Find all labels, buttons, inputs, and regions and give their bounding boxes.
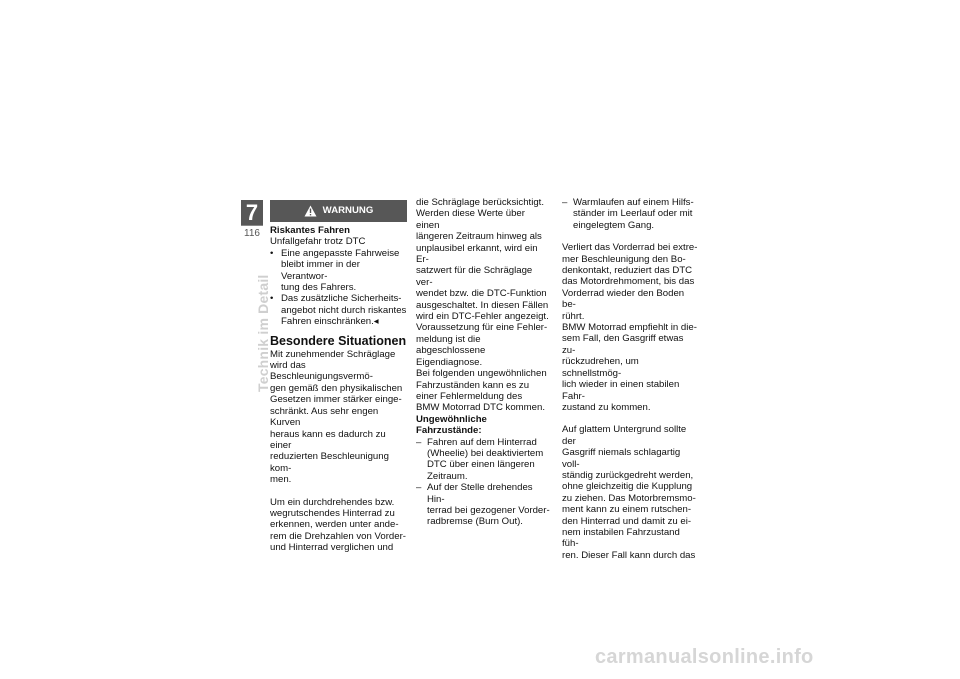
- text-line: satzwert für die Schräglage ver-: [416, 265, 533, 288]
- text-line: längeren Zeitraum hinweg als: [416, 231, 542, 243]
- text-line: erkennen, werden unter ande-: [270, 519, 399, 531]
- text-line: radbremse (Burn Out).: [427, 516, 523, 528]
- text-line: Zeitraum.: [427, 470, 468, 482]
- text-line: gen gemäß den physikalischen: [270, 382, 403, 394]
- page-number: 116: [244, 228, 260, 239]
- text-line: das Motordrehmoment, bis das: [562, 276, 695, 288]
- column-2: [416, 197, 551, 528]
- text-line: Fahren auf dem Hinterrad: [427, 436, 537, 448]
- text-line: Eigendiagnose.: [416, 356, 483, 368]
- text-line: terrad bei gezogener Vorder-: [427, 504, 550, 516]
- warning-subtitle: Unfallgefahr trotz DTC: [270, 236, 366, 248]
- text-line: BMW Motorrad DTC kommen.: [416, 402, 546, 414]
- warning-title: Riskantes Fahren: [270, 225, 350, 236]
- chapter-number-block: [241, 200, 263, 225]
- text-line: ausgeschaltet. In diesen Fällen: [416, 299, 549, 311]
- text-line: (Wheelie) bei deaktiviertem: [427, 447, 544, 459]
- text-line: den Hinterrad und damit zu ei-: [562, 515, 692, 527]
- text-line: rückzudrehen, um schnellstmög-: [562, 356, 639, 379]
- dash-marker: –: [562, 197, 568, 208]
- text-line: Auf der Stelle drehendes Hin-: [427, 482, 533, 505]
- watermark: carmanualsonline.info: [595, 646, 814, 668]
- paragraph: [562, 424, 698, 561]
- text-line: DTC über einen längeren: [427, 459, 535, 471]
- text-line: Um ein durchdrehendes bzw.: [270, 496, 395, 508]
- text-line: Bei folgenden ungewöhnlichen: [416, 368, 547, 380]
- text-line: ständer im Leerlauf oder mit: [573, 208, 693, 220]
- text-line: Auf glattem Untergrund sollte der: [562, 424, 687, 447]
- bold-heading: [416, 414, 551, 437]
- text-line: wegrutschendes Hinterrad zu: [270, 507, 395, 519]
- text-line: wird das Beschleunigungsvermö-: [270, 360, 373, 383]
- paragraph: [270, 497, 407, 554]
- warning-label: WARNUNG: [322, 205, 374, 217]
- text-line: nem instabilen Fahrzustand füh-: [562, 526, 680, 550]
- text-line: reduzierten Beschleunigung kom-: [270, 451, 389, 474]
- warning-triangle-icon: [304, 205, 317, 217]
- paragraph: [416, 368, 551, 414]
- paragraph: [562, 322, 698, 413]
- text-line: Ungewöhnliche: [416, 413, 487, 425]
- text-line: eingelegtem Gang.: [573, 219, 655, 231]
- text-line: sem Fall, den Gasgriff etwas zu-: [562, 333, 684, 356]
- text-line: lich wieder in einen stabilen Fahr-: [562, 379, 680, 402]
- text-line: Vorderrad wieder den Boden be-: [562, 287, 685, 311]
- text-line: ment kann zu einem rutschen-: [562, 504, 692, 516]
- text-line: und Hinterrad verglichen und: [270, 542, 394, 554]
- chapter-title: Technik im Detail: [255, 274, 271, 392]
- text-line: Verliert das Vorderrad bei extre-: [562, 242, 698, 254]
- text-line: unplausibel erkannt, wird ein Er-: [416, 242, 538, 266]
- text-line: denkontakt, reduziert das DTC: [562, 265, 693, 277]
- dash-marker: –: [416, 482, 422, 494]
- text-line: heraus kann es dadurch zu einer: [270, 428, 386, 451]
- warning-bar: [270, 200, 407, 222]
- text-line: Mit zunehmender Schräglage: [270, 348, 396, 360]
- text-line: BMW Motorrad empfiehlt in die-: [562, 322, 697, 334]
- list-item: [416, 482, 551, 528]
- text-line: einer Fehlermeldung des: [416, 390, 523, 402]
- text-line: Warmlaufen auf einem Hilfs-: [573, 197, 694, 208]
- text-line: men.: [270, 474, 292, 486]
- text-line: Voraussetzung für eine Fehler-: [416, 322, 548, 334]
- column-1: [270, 197, 407, 554]
- text-line: zustand zu kommen.: [562, 401, 651, 413]
- text-line: Fahrzustände:: [416, 425, 482, 437]
- text-line: bleibt immer in der Verantwor-: [281, 259, 360, 282]
- bullet-marker: •: [270, 247, 274, 259]
- text-line: rührt.: [562, 310, 585, 322]
- paragraph: [416, 197, 551, 368]
- text-line: angebot nicht durch riskantes: [281, 304, 407, 316]
- dash-marker: –: [416, 436, 422, 448]
- text-line: Fahren einschränken.◂: [281, 316, 379, 328]
- text-line: ren. Dieser Fall kann durch das: [562, 549, 696, 561]
- text-line: schränkt. Aus sehr engen Kurven: [270, 405, 379, 429]
- chapter-number: 7: [245, 200, 259, 225]
- text-line: ständig zurückgedreht werden,: [562, 469, 694, 481]
- text-line: die Schräglage berücksichtigt.: [416, 197, 544, 208]
- section-heading: Besondere Situationen: [270, 333, 407, 348]
- warning-bullet: [270, 293, 407, 327]
- paragraph: [270, 349, 407, 486]
- text-line: zu ziehen. Das Motorbremsmo-: [562, 492, 696, 504]
- warning-bullet: [270, 248, 407, 294]
- list-item: [562, 197, 698, 231]
- text-line: Werden diese Werte über einen: [416, 208, 525, 231]
- text-line: wird ein DTC-Fehler angezeigt.: [416, 311, 549, 323]
- text-line: rem die Drehzahlen von Vorder-: [270, 530, 406, 542]
- text-line: meldung ist die abgeschlossene: [416, 333, 486, 357]
- paragraph: [562, 242, 698, 322]
- text-line: tung des Fahrers.: [281, 282, 357, 294]
- sidebar-divider: [241, 225, 263, 226]
- bullet-marker: •: [270, 293, 274, 305]
- text-line: mer Beschleunigung den Bo-: [562, 253, 686, 265]
- text-line: Gasgriff niemals schlagartig voll-: [562, 447, 681, 470]
- column-3: [562, 197, 698, 561]
- text-line: Eine angepasste Fahrweise: [281, 247, 400, 259]
- text-line: Das zusätzliche Sicherheits-: [281, 293, 402, 305]
- text-line: wendet bzw. die DTC-Funktion: [416, 288, 547, 300]
- text-line: Fahrzuständen kann es zu: [416, 379, 530, 391]
- text-line: ohne gleichzeitig die Kupplung: [562, 481, 693, 493]
- list-item: [416, 437, 551, 483]
- text-line: Gesetzen immer stärker einge-: [270, 394, 402, 406]
